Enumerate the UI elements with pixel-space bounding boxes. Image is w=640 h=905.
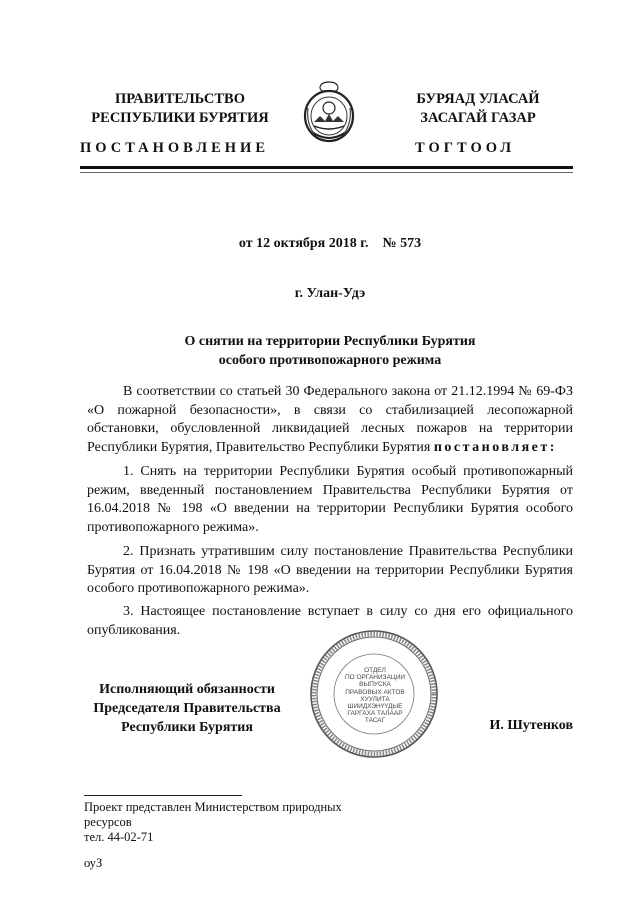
issuer-left-line2: РЕСПУБЛИКИ БУРЯТИЯ <box>91 110 269 126</box>
stamp-line: ШИИДХЭНҮҮДЫЕ <box>347 703 403 711</box>
item-3: 3. Настоящее постановление вступает в силу со дня его официального опубликования. <box>87 604 573 638</box>
issuer-right-line2: ЗАСАГАЙ ГАЗАР <box>420 110 536 126</box>
item-1: 1. Снять на территории Республики Бурятия особый противопожарный режим, введенный постановлением Правительства Республики Бурятия от 16.04.2018 № 198 «О введении на территории Республики Бурятия особого противопожарного режима». <box>87 464 573 535</box>
header-rule-thin <box>80 172 573 173</box>
date-number: от 12 октября 2018 г. № 573 <box>238 236 422 251</box>
issuer-right-line1: БУРЯАД УЛАСАЙ <box>416 91 540 107</box>
footer-code: оуЗ <box>84 856 103 870</box>
stamp-text <box>340 667 410 725</box>
preamble-paragraph <box>87 383 573 457</box>
signatory-title <box>87 680 287 737</box>
stamp-line: ТАСАГ <box>364 717 386 725</box>
issuer-left-line1: ПРАВИТЕЛЬСТВО <box>115 91 245 107</box>
footer-rule <box>84 795 242 796</box>
signatory-name: И. Шутенков <box>489 718 573 733</box>
signatory-line3: Республики Бурятия <box>121 720 253 735</box>
stamp-line: ОТДЕЛ <box>364 667 386 674</box>
stamp-line: ПРАВОВЫХ АКТОВ <box>345 688 405 696</box>
footer-line3: тел. 44-02-71 <box>84 830 154 844</box>
signatory-line1: Исполняющий обязанности <box>99 682 275 697</box>
decree-word: постановляет: <box>433 439 557 455</box>
item-2: 2. Признать утратившим силу постановление Правительства Республики Бурятия от 16.04.2018 № 198 «О введении на территории Республики Бурятия особого противопожарного режима». <box>87 544 573 596</box>
footer-line1: Проект представлен Министерством природных <box>84 800 342 814</box>
title-line2: особого противопожарного режима <box>218 353 442 368</box>
signatory-line2: Председателя Правительства <box>93 701 281 716</box>
preamble-text: В соответствии со статьей 30 Федерального закона от 21.12.1994 № 69-ФЗ «О пожарной безопасности», в связи со стабилизацией лесопожарной обстановки, обусловленной ликвидацией лесных пожаров на территории Республики Бурятия, Правительство Республики Бурятия <box>87 384 573 455</box>
document-title <box>0 332 640 370</box>
header-rule-thick <box>80 166 573 169</box>
stamp-line: ВЫПУСКА <box>359 681 391 689</box>
coat-of-arms-icon <box>300 78 358 148</box>
issuer-left <box>90 90 270 128</box>
stamp-line: ХУУЛИТА <box>360 695 390 703</box>
doc-type-right: ТОГТООЛ <box>415 140 516 156</box>
stamp-line: ГАРГАХА ТАЛААР <box>347 710 403 718</box>
stamp-line: ПО ОРГАНИЗАЦИИ <box>344 674 406 682</box>
city: г. Улан-Удэ <box>294 286 366 301</box>
footer-line2: ресурсов <box>84 815 132 829</box>
footer-note <box>84 800 404 845</box>
doc-type-left: ПОСТАНОВЛЕНИЕ <box>80 140 270 156</box>
issuer-right <box>388 90 568 128</box>
title-line1: О снятии на территории Республики Бурятия <box>184 334 476 349</box>
